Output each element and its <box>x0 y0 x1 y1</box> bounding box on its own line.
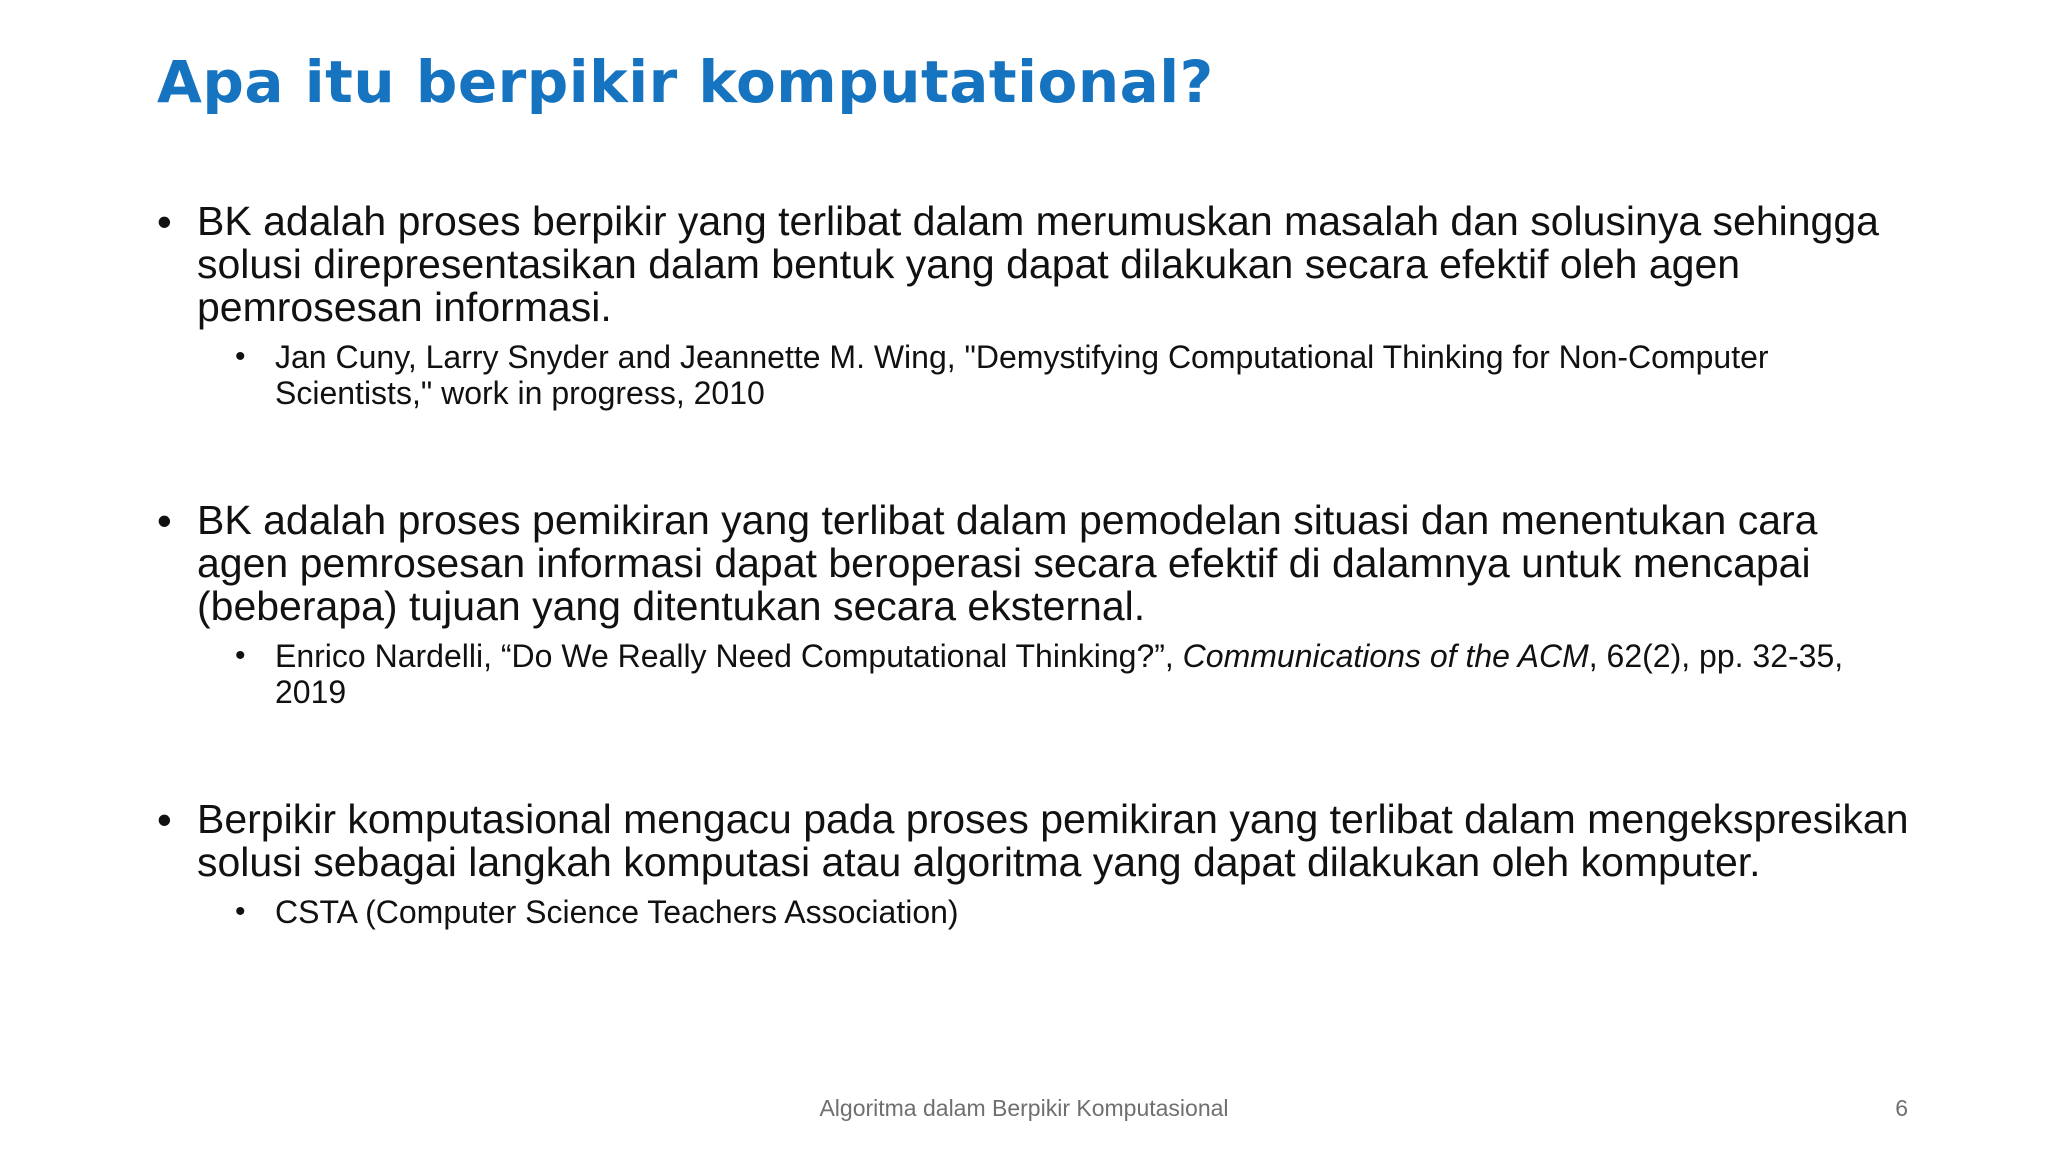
reference-text: CSTA (Computer Science Teachers Association) <box>275 894 959 930</box>
reference-text <box>275 638 1917 710</box>
reference-prefix: Enrico Nardelli, “Do We Really Need Computational Thinking?”, <box>275 638 1183 674</box>
page-number: 6 <box>1895 1095 1908 1121</box>
slide-content <box>157 200 1917 930</box>
bullet-point-2 <box>157 499 1917 628</box>
bullet-point-3 <box>157 798 1917 884</box>
bullet-point-text: BK adalah proses berpikir yang terlibat dalam merumuskan masalah dan solusinya sehingga solusi direpresentasikan dalam bentuk yang dapat dilakukan secara efektif oleh agen pemrosesan informasi. <box>197 198 1879 330</box>
slide-title: Apa itu berpikir komputational? <box>157 48 1214 116</box>
bullet-point-text: Berpikir komputasional mengacu pada proses pemikiran yang terlibat dalam mengekspresikan solusi sebagai langkah komputasi atau algoritma yang dapat dilakukan oleh komputer. <box>197 796 1909 885</box>
bullet-point-text: BK adalah proses pemikiran yang terlibat dalam pemodelan situasi dan menentukan cara agen pemrosesan informasi dapat beroperasi secara efektif di dalamnya untuk mencapai (beberapa) tujuan yang ditentukan secara eksternal. <box>197 497 1818 629</box>
reference-journal: Communications of the ACM <box>1182 638 1589 674</box>
bullet-icon: • <box>157 497 172 544</box>
reference-suffix: , 62(2), pp. 32-35, 2019 <box>275 638 1844 710</box>
sub-bullet-reference-1 <box>235 339 1917 411</box>
sub-bullet-reference-2 <box>235 638 1917 710</box>
bullet-point-1 <box>157 200 1917 329</box>
bullet-icon: • <box>157 198 172 245</box>
sub-bullet-reference-3 <box>235 894 1917 930</box>
reference-text: Jan Cuny, Larry Snyder and Jeannette M. Wing, "Demystifying Computational Thinking for Non-Computer Scientists," work in progress, 2010 <box>275 339 1769 411</box>
sub-bullet-icon: • <box>235 639 246 672</box>
bullet-icon: • <box>157 796 172 843</box>
slide-footer: Algoritma dalam Berpikir Komputasional <box>819 1095 1229 1121</box>
sub-bullet-icon: • <box>235 895 246 928</box>
sub-bullet-icon: • <box>235 340 246 373</box>
